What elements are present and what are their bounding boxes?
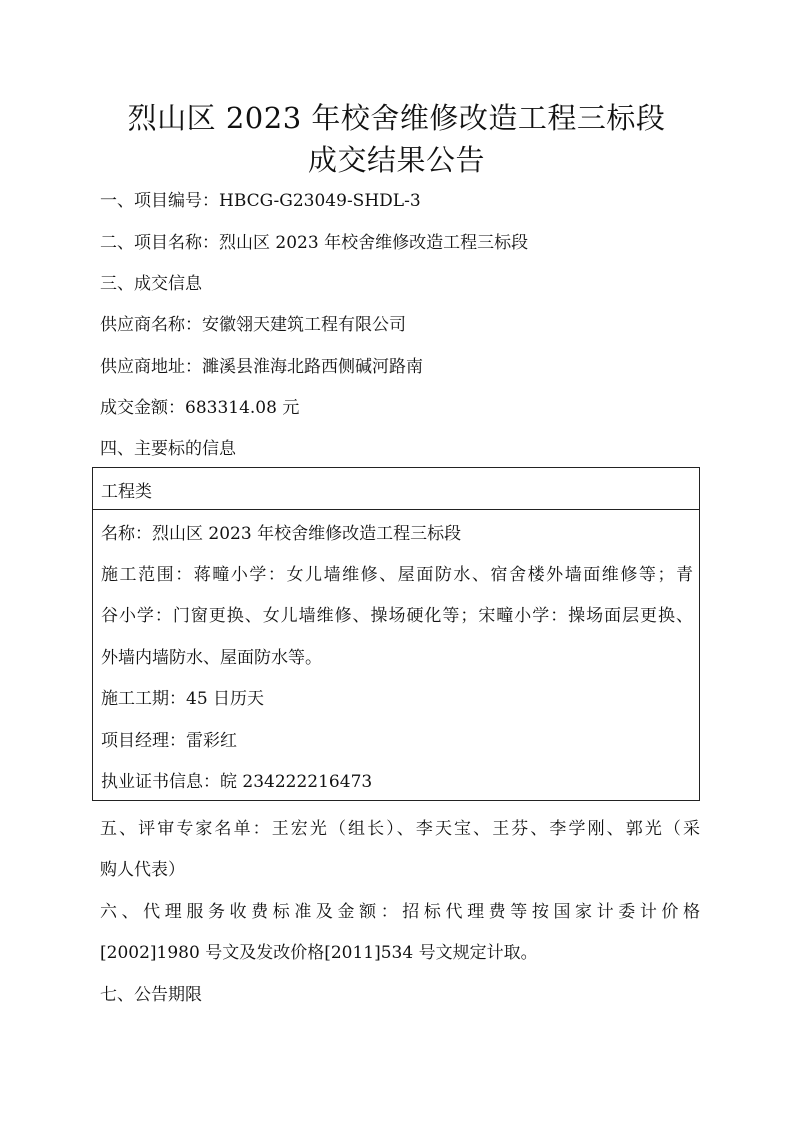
document-title-line1: 烈山区 2023 年校舍维修改造工程三标段 — [127, 101, 666, 135]
deal-amount: 成交金额：683314.08 元 — [100, 398, 300, 418]
document-title-line2: 成交结果公告 — [307, 143, 485, 177]
table-scope-line2: 谷小学：门窗更换、女儿墙维修、操场硬化等；宋疃小学：操场面层更换、 — [101, 606, 693, 626]
project-name: 二、项目名称：烈山区 2023 年校舍维修改造工程三标段 — [100, 233, 529, 253]
table-name: 名称：烈山区 2023 年校舍维修改造工程三标段 — [101, 524, 462, 544]
experts-line2: 购人代表） — [100, 860, 185, 880]
table-certificate: 执业证书信息：皖 234222216473 — [101, 772, 373, 792]
main-target-table — [92, 467, 700, 801]
supplier-address: 供应商地址：濉溪县淮海北路西侧碱河路南 — [100, 357, 423, 377]
table-category: 工程类 — [101, 482, 152, 502]
notice-period-heading: 七、公告期限 — [100, 985, 202, 1005]
project-number: 一、项目编号：HBCG-G23049-SHDL-3 — [100, 191, 421, 211]
deal-info-heading: 三、成交信息 — [100, 274, 202, 294]
table-manager: 项目经理：雷彩红 — [101, 731, 237, 751]
table-scope-line1: 施工范围：蒋疃小学：女儿墙维修、屋面防水、宿舍楼外墙面维修等；青 — [101, 565, 693, 585]
table-divider — [93, 509, 699, 510]
main-target-heading: 四、主要标的信息 — [100, 439, 236, 459]
supplier-name: 供应商名称：安徽翎天建筑工程有限公司 — [100, 315, 406, 335]
table-scope-line3: 外墙内墙防水、屋面防水等。 — [101, 648, 322, 668]
fees-line1: 六、代理服务收费标准及金额：招标代理费等按国家计委计价格 — [100, 902, 700, 922]
experts-line1: 五、评审专家名单：王宏光（组长）、李天宝、王芬、李学刚、郭光（采 — [100, 819, 700, 839]
table-duration: 施工工期：45 日历天 — [101, 689, 265, 709]
fees-line2: [2002]1980 号文及发改价格[2011]534 号文规定计取。 — [100, 943, 538, 963]
